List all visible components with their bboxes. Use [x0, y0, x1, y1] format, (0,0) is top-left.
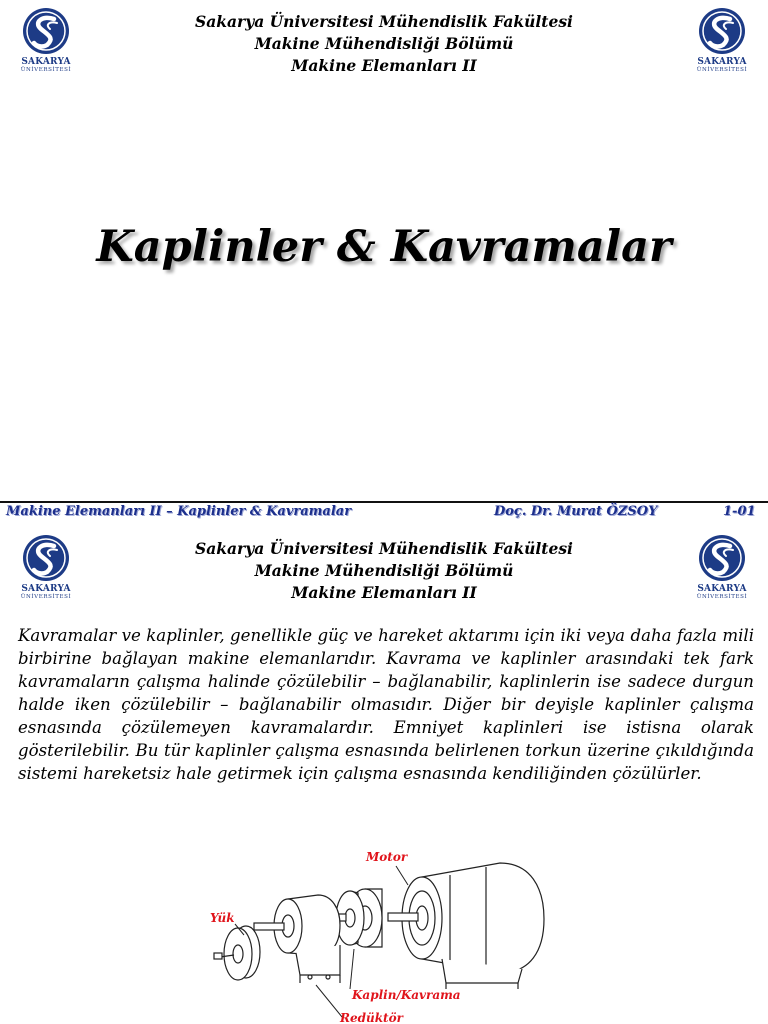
course-name: Makine Elemanları II	[291, 56, 477, 75]
header-titles	[100, 11, 668, 77]
logo-brand-text: SAKARYA	[697, 584, 747, 594]
label-reducer: Redüktör	[340, 1011, 403, 1024]
body-paragraph: Kavramalar ve kaplinler, genellikle güç ve hareket aktarımı için iki veya daha fazla mili birbirine bağlayan makine elemanlarıdır. Kavrama ve kaplinler arasındaki tek fark kavramaların çalışma halinde çözülebilir – bağlanabilir, kaplinlerin ise sadece durgun halde iken çözülebilir – bağlanabilir olmasıdır. Diğer bir deyişle kaplinler çalışma esnasında çözülemeyen kavramalardır. Emniyet kaplinleri ise istisna olarak gösterilebilir. Bu tür kaplinler çalışma esnasında belirlenen torkun üzerine çıkıldığında sistemi hareketsiz hale getirmek için çalışma esnasında kendiliğinden çözülürler.	[18, 626, 754, 783]
logo-brand-text: SAKARYA	[697, 57, 747, 67]
footer-course: Makine Elemanları II – Kaplinler & Kavramalar	[6, 504, 352, 519]
footer-author: Doç. Dr. Murat ÖZSOY	[494, 504, 658, 519]
logo-sub-text: ÜNİVERSİTESİ	[696, 594, 748, 600]
slide-header	[0, 0, 768, 80]
course-name: Makine Elemanları II	[291, 583, 477, 602]
university-logo	[16, 6, 76, 80]
university-logo	[16, 533, 76, 607]
logo-sub-text: ÜNİVERSİTESİ	[20, 67, 72, 73]
coupling-diagram	[200, 827, 560, 1024]
label-motor: Motor	[366, 850, 408, 864]
footer-divider	[0, 501, 768, 503]
label-load: Yük	[210, 911, 235, 925]
logo-brand-text: SAKARYA	[21, 57, 71, 67]
sakarya-emblem-icon	[697, 533, 747, 583]
department-name: Makine Mühendisliği Bölümü	[254, 34, 514, 53]
slide-footer	[0, 497, 768, 527]
footer-page-number: 1-01	[723, 504, 756, 519]
logo-sub-text: ÜNİVERSİTESİ	[696, 67, 748, 73]
label-coupling: Kaplin/Kavrama	[352, 988, 461, 1002]
header-titles	[100, 538, 668, 604]
content-slide	[0, 527, 768, 1024]
logo-sub-text: ÜNİVERSİTESİ	[20, 594, 72, 600]
faculty-name: Sakarya Üniversitesi Mühendislik Fakültesi	[195, 539, 573, 558]
logo-brand-text: SAKARYA	[21, 584, 71, 594]
university-logo	[692, 6, 752, 80]
university-logo	[692, 533, 752, 607]
slide-header	[0, 527, 768, 607]
sakarya-emblem-icon	[697, 6, 747, 56]
slide-title: Kaplinler & Kavramalar	[96, 222, 672, 272]
sakarya-emblem-icon	[21, 6, 71, 56]
sakarya-emblem-icon	[21, 533, 71, 583]
faculty-name: Sakarya Üniversitesi Mühendislik Fakültesi	[195, 12, 573, 31]
title-slide	[0, 0, 768, 497]
department-name: Makine Mühendisliği Bölümü	[254, 561, 514, 580]
